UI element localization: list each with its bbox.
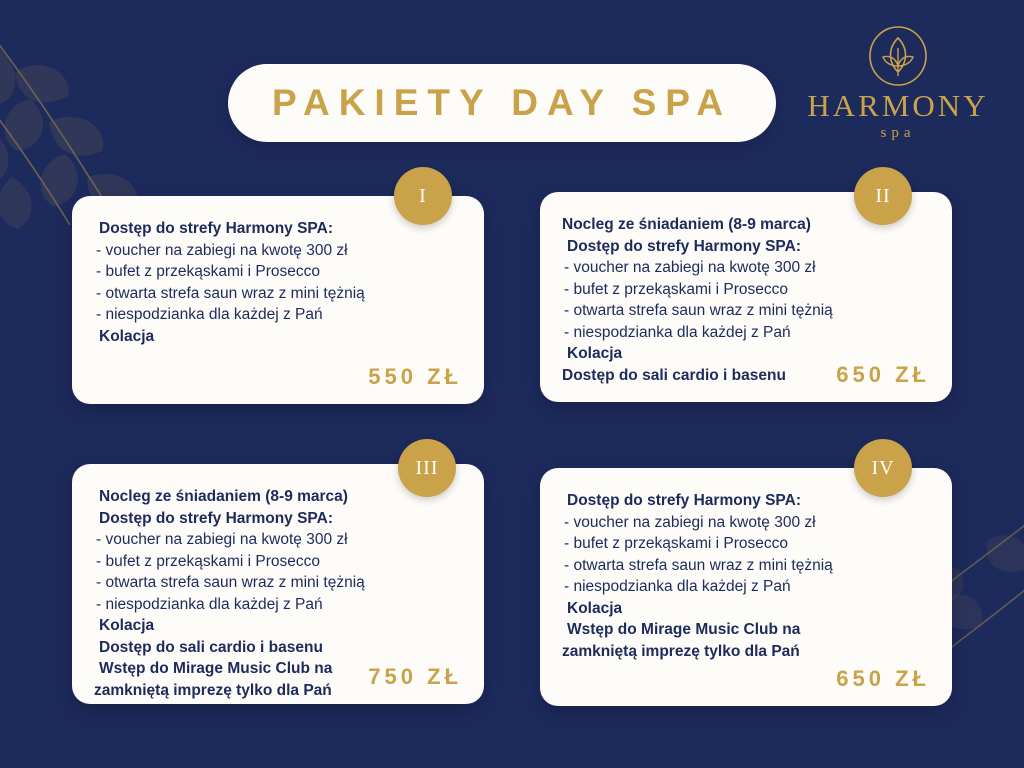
page-title: PAKIETY DAY SPA	[272, 82, 732, 123]
package-line: - bufet z przekąskami i Prosecco	[96, 552, 320, 570]
package-line: - voucher na zabiegi na kwotę 300 zł	[96, 241, 348, 259]
package-4-badge: IV	[854, 439, 912, 497]
package-line: Nocleg ze śniadaniem (8-9 marca)	[99, 488, 348, 505]
package-3-badge: III	[398, 439, 456, 497]
package-2-lines	[562, 214, 930, 386]
package-3-price: 750 ZŁ	[368, 664, 462, 689]
package-1-lines	[94, 218, 462, 347]
package-line: - otwarta strefa saun wraz z mini tężnią	[564, 302, 833, 319]
leaf-in-circle-icon	[798, 26, 998, 88]
package-4-lines	[562, 490, 930, 662]
package-card-3	[72, 464, 484, 704]
package-line: - otwarta strefa saun wraz z mini tężnią	[96, 284, 365, 302]
package-line: - niespodzianka dla każdej z Pań	[96, 306, 323, 323]
package-line: - voucher na zabiegi na kwotę 300 zł	[96, 531, 348, 548]
package-line: zamkniętą imprezę tylko dla Pań	[562, 642, 800, 660]
package-line: Kolacja	[99, 327, 155, 345]
package-2-badge: II	[854, 167, 912, 225]
package-2-price: 650 ZŁ	[836, 362, 930, 387]
package-4-price: 650 ZŁ	[836, 666, 930, 691]
package-line: Dostęp do sali cardio i basenu	[99, 638, 323, 656]
package-line: - bufet z przekąskami i Prosecco	[564, 535, 788, 552]
logo-subtitle: spa	[880, 124, 916, 141]
package-1-badge: I	[394, 167, 452, 225]
package-card-4	[540, 468, 952, 706]
package-line: Wstęp do Mirage Music Club na	[99, 660, 333, 677]
package-line: Nocleg ze śniadaniem (8-9 marca)	[562, 216, 811, 233]
package-line: - otwarta strefa saun wraz z mini tężnią	[564, 556, 833, 574]
package-line: Dostęp do strefy Harmony SPA:	[99, 220, 333, 237]
package-line: Dostęp do sali cardio i basenu	[562, 366, 786, 384]
package-line: Kolacja	[567, 599, 623, 617]
package-line: Kolacja	[567, 345, 623, 362]
package-line: Dostęp do strefy Harmony SPA:	[567, 237, 801, 255]
package-line: - bufet z przekąskami i Prosecco	[564, 280, 788, 298]
package-card-1	[72, 196, 484, 404]
page-title-banner	[228, 64, 776, 142]
brand-logo	[798, 26, 998, 142]
logo-name: HARMONY	[807, 88, 989, 123]
package-line: Dostęp do strefy Harmony SPA:	[99, 509, 333, 527]
package-line: - niespodzianka dla każdej z Pań	[96, 595, 323, 613]
package-line: Kolacja	[99, 617, 155, 634]
package-line: - voucher na zabiegi na kwotę 300 zł	[564, 259, 816, 276]
package-line: Wstęp do Mirage Music Club na	[567, 621, 801, 638]
package-line: - niespodzianka dla każdej z Pań	[564, 323, 791, 341]
package-line: zamkniętą imprezę tylko dla Pań	[94, 681, 332, 699]
package-line: - otwarta strefa saun wraz z mini tężnią	[96, 574, 365, 591]
package-line: - niespodzianka dla każdej z Pań	[564, 578, 791, 595]
package-line: - bufet z przekąskami i Prosecco	[96, 263, 320, 280]
package-line: Dostęp do strefy Harmony SPA:	[567, 492, 801, 509]
package-line: - voucher na zabiegi na kwotę 300 zł	[564, 513, 816, 531]
package-1-price: 550 ZŁ	[368, 364, 462, 389]
